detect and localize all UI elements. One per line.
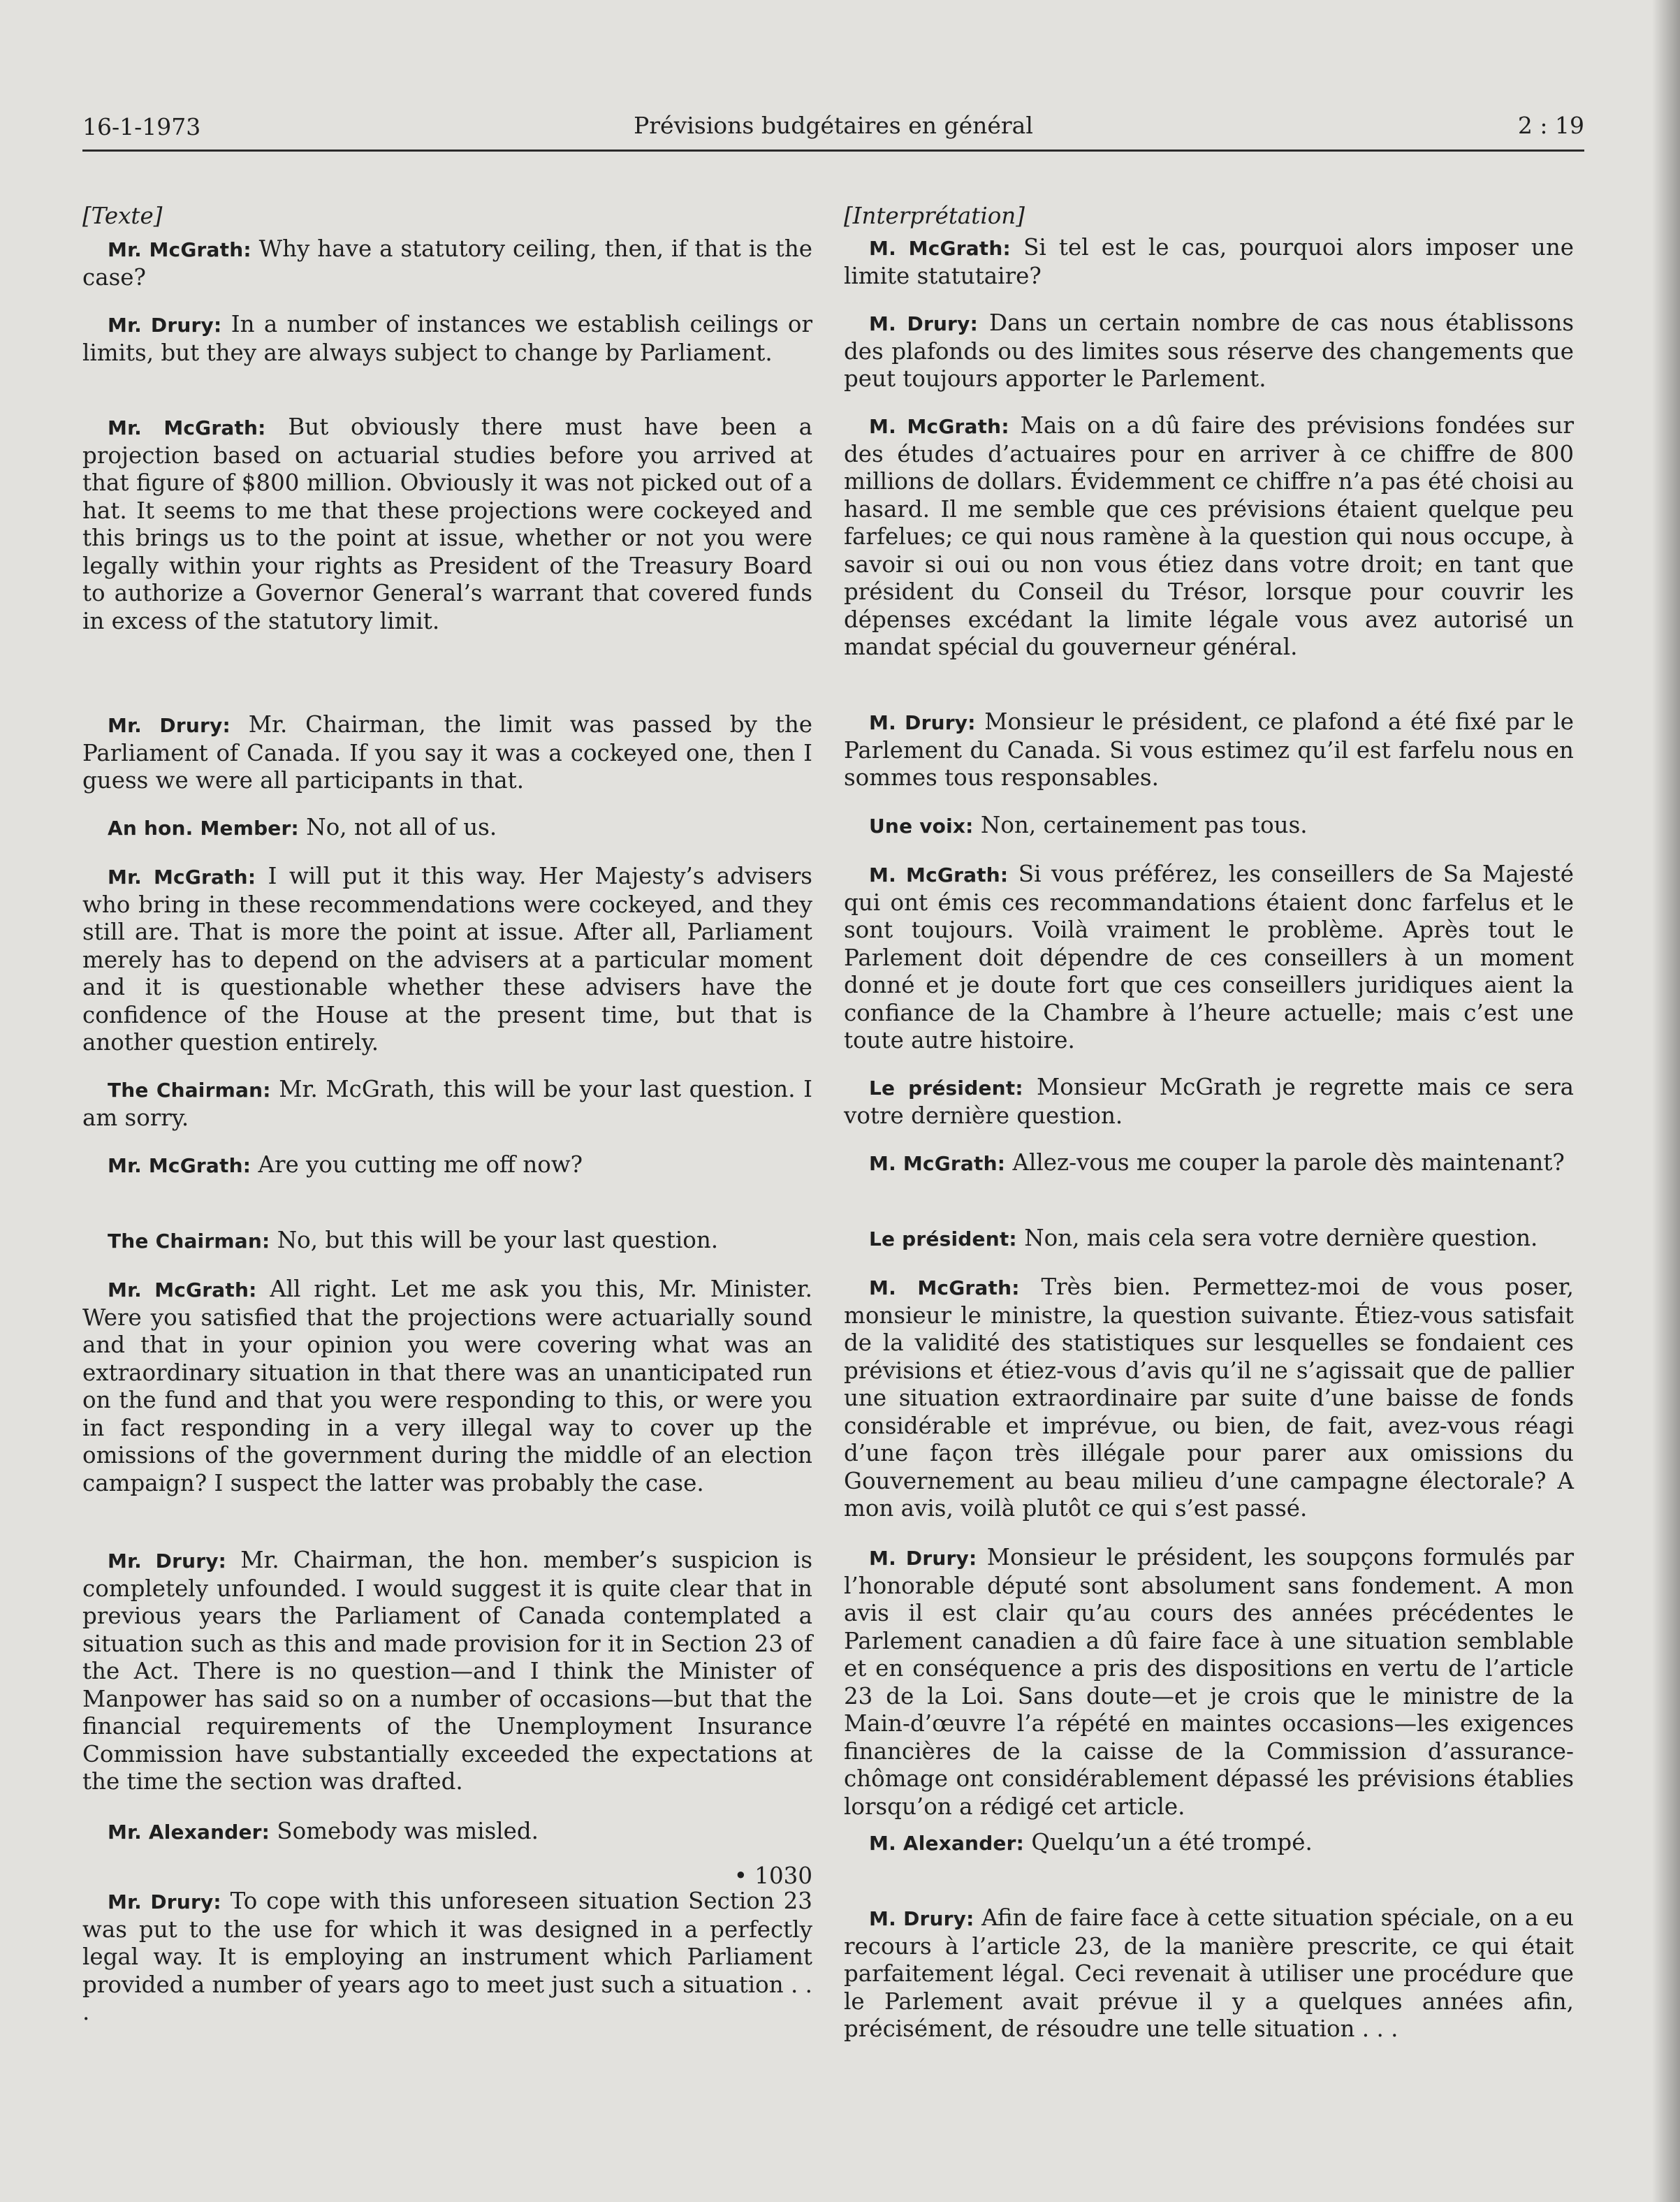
speech-text: Monsieur McGrath je regrette mais ce sera votre dernière question. (844, 1074, 1574, 1129)
page-edge-shadow (1652, 0, 1680, 2202)
speaker-name: Mr. Drury: (108, 714, 231, 737)
speech-text: Si tel est le cas, pourquoi alors imposer une limite statutaire? (844, 234, 1574, 289)
speech-text: To cope with this unforeseen situation Section 23 was put to the use for which it was designed in a perfectly legal way. It is employing an instrument which Parliament provided a number of years ago to meet just such a situation . . . (82, 1888, 812, 2025)
speech-paragraph (82, 1076, 812, 1132)
speaker-name: Mr. McGrath: (108, 238, 251, 261)
speech-text: Non, certainement pas tous. (980, 812, 1308, 838)
speaker-name: Mr. McGrath: (108, 416, 266, 439)
speaker-name: M. Drury: (869, 312, 978, 335)
speaker-name: M. McGrath: (869, 1152, 1006, 1175)
speech-paragraph (82, 814, 812, 843)
speech-paragraph (844, 309, 1574, 393)
language-tag-french: [Interprétation] (844, 203, 1025, 229)
speech-text: Allez-vous me couper la parole dès maintenant? (1012, 1149, 1565, 1176)
page-header (82, 110, 1584, 152)
speech-paragraph (844, 1544, 1574, 1821)
speech-paragraph (82, 1818, 812, 1846)
speaker-name: M. McGrath: (869, 237, 1011, 260)
speaker-name: Le président: (869, 1077, 1023, 1100)
speaker-name: M. McGrath: (869, 1276, 1020, 1299)
header-title: Prévisions budgétaires en général (634, 112, 1033, 139)
speech-paragraph (844, 234, 1574, 290)
speech-paragraph (82, 414, 812, 635)
speech-paragraph (82, 711, 812, 795)
speech-paragraph (82, 1547, 812, 1796)
header-page-number: 2 : 19 (1517, 112, 1584, 139)
speech-paragraph (844, 1274, 1574, 1523)
time-marker: • 1030 (733, 1862, 812, 1889)
speech-paragraph (82, 1888, 812, 2027)
speech-text: Dans un certain nombre de cas nous établissons des plafonds ou des limites sous réserve des changements que peut toujours apporter le Parlement. (844, 309, 1575, 392)
speech-paragraph (82, 863, 812, 1057)
speech-paragraph (844, 861, 1574, 1055)
speaker-name: Mr. McGrath: (108, 866, 256, 889)
speech-paragraph (844, 708, 1574, 792)
speech-text: Are you cutting me off now? (258, 1151, 583, 1178)
speech-text: Afin de faire face à cette situation spéciale, on a eu recours à l’article 23, de la manière prescrite, ce qui était parfaitement légal. Ceci revenait à utiliser une procédure que le Parlement avait prévue il y a quelques années afin, précisément, de résoudre une telle situation . . . (844, 1904, 1574, 2042)
speech-paragraph (844, 1904, 1574, 2043)
speech-paragraph (844, 412, 1574, 662)
speech-paragraph (844, 1225, 1574, 1253)
speech-text: In a number of instances we establish ceilings or limits, but they are always subject to change by Parliament. (82, 311, 812, 366)
speaker-name: Le président: (869, 1227, 1017, 1251)
speech-text: All right. Let me ask you this, Mr. Minister. Were you satisfied that the projections were actuarially sound and that in your opinion you were covering what was an extraordinary situation in that there was an unanticipated run on the fund and that you were responding to this, or were you in fact responding in a very illegal way to cover up the omissions of the government during the middle of an election campaign? I suspect the latter was probably the case. (82, 1276, 812, 1496)
speech-paragraph (82, 311, 812, 367)
speech-text: Très bien. Permettez-moi de vous poser, monsieur le ministre, la question suivante. Étiez-vous satisfait de la validité des statistiques sur lesquelles se fondaient ces prévisions et étiez-vous d’avis qu’il ne s’agissait que de pallier une situation extraordinaire par suite d’une baisse de fonds considérable et imprévue, ou bien, de fait, avez-vous réagi d’une façon très illégale pour parer aux omissions du Gouvernement au beau milieu d’une campagne électorale? A mon avis, voilà plutôt ce qui s’est passé. (844, 1274, 1574, 1522)
speech-text: Mr. Chairman, the limit was passed by the Parliament of Canada. If you say it was a cockeyed one, then I guess we were all participants in that. (82, 711, 813, 794)
speech-paragraph (82, 1227, 812, 1255)
speaker-name: Mr. Drury: (108, 1550, 227, 1573)
speech-paragraph (82, 1151, 812, 1180)
speech-paragraph (844, 1829, 1574, 1858)
speech-text: Somebody was misled. (277, 1818, 539, 1844)
speaker-name: M. Drury: (869, 711, 976, 734)
speaker-name: M. Alexander: (869, 1832, 1025, 1855)
speaker-name: M. McGrath: (869, 863, 1009, 887)
speaker-name: The Chairman: (108, 1079, 271, 1102)
speech-text: I will put it this way. Her Majesty’s advisers who bring in these recommendations were cockeyed, and they still are. That is more the point at issue. After all, Parliament merely has to depend on the advisers at a particular moment and it is questionable whether these advisers have the confidence of the House at the present time, but that is another question entirely. (82, 863, 812, 1056)
speech-paragraph (844, 812, 1574, 840)
speech-text: Mr. McGrath, this will be your last question. I am sorry. (82, 1076, 812, 1131)
speech-text: Non, mais cela sera votre dernière question. (1024, 1225, 1538, 1251)
speech-text: Quelqu’un a été trompé. (1031, 1829, 1313, 1855)
speech-text: Mais on a dû faire des prévisions fondées sur des études d’actuaires pour en arriver à ce chiffre de 800 millions de dollars. Évidemment ce chiffre n’a pas été choisi au hasard. Il me semble que ces prévisions étaient quelque peu farfelues; ce qui nous ramène à la question qui nous occupe, à savoir si oui ou non vous étiez dans votre droit; en tant que président du Conseil du Trésor, lorsque pour couvrir les dépenses excédant la limite légale vous avez autorisé un mandat spécial du gouverneur général. (844, 412, 1574, 660)
speech-paragraph (844, 1074, 1574, 1130)
speech-text: Why have a statutory ceiling, then, if that is the case? (82, 235, 812, 291)
speaker-name: M. Drury: (869, 1907, 974, 1930)
speaker-name: M. Drury: (869, 1547, 977, 1570)
speech-text: Mr. Chairman, the hon. member’s suspicion is completely unfounded. I would suggest it is quite clear that in previous years the Parliament of Canada contemplated a situation such as this and made provision for it in Section 23 of the Act. There is no question—and I think the Minister of Manpower has said so on a number of occasions—but that the financial requirements of the Unemployment Insurance Commission have substantially exceeded the expectations at the time the section was drafted. (82, 1547, 812, 1795)
speech-text: Si vous préférez, les conseillers de Sa Majesté qui ont émis ces recommandations étaient donc farfelus et le sont toujours. Voilà vraiment le problème. Après tout le Parlement doit dépendre de ces conseillers à un moment donné et je doute fort que ces conseillers juridiques aient la confiance de la Chambre à l’heure actuelle; mais c’est une toute autre histoire. (844, 861, 1574, 1053)
header-date: 16-1-1973 (82, 113, 201, 140)
speech-paragraph (844, 1149, 1574, 1178)
speaker-name: Mr. McGrath: (108, 1154, 251, 1177)
speaker-name: Mr. Drury: (108, 1890, 221, 1913)
speaker-name: Mr. McGrath: (108, 1278, 257, 1301)
speech-paragraph (82, 235, 812, 291)
speech-text: But obviously there must have been a projection based on actuarial studies before you arrived at that figure of $800 million. Obviously it was not picked out of a hat. It seems to me that these projections were cockeyed and this brings us to the point at issue, whether or not you were legally within your rights as President of the Treasury Board to authorize a Governor General’s warrant that covered funds in excess of the statutory limit. (82, 414, 812, 634)
speaker-name: The Chairman: (108, 1230, 270, 1253)
speech-text: Monsieur le président, ce plafond a été fixé par le Parlement du Canada. Si vous estimez qu’il est farfelu nous en sommes tous responsables. (844, 708, 1574, 791)
speech-text: No, not all of us. (306, 814, 497, 840)
speaker-name: Mr. Drury: (108, 314, 222, 337)
language-tag-english: [Texte] (82, 203, 163, 229)
speech-text: No, but this will be your last question. (277, 1227, 719, 1253)
speaker-name: Mr. Alexander: (108, 1821, 270, 1844)
speech-paragraph (82, 1276, 812, 1497)
speaker-name: Une voix: (869, 815, 974, 838)
speaker-name: An hon. Member: (108, 817, 299, 840)
speech-text: Monsieur le président, les soupçons formulés par l’honorable député sont absolument sans fondement. A mon avis il est clair qu’au cours des années précédentes le Parlement canadien a dû faire face à une situation semblable et en conséquence a pris des dispositions en vertu de l’article 23 de la Loi. Sans doute—et je crois que le ministre de la Main-d’œuvre l’a répété en maintes occasions—les exigences financières de la caisse de la Commission d’assurance-chômage ont considérablement dépassé les prévisions établies lorsqu’on a rédigé cet article. (844, 1544, 1574, 1820)
speaker-name: M. McGrath: (869, 415, 1009, 438)
